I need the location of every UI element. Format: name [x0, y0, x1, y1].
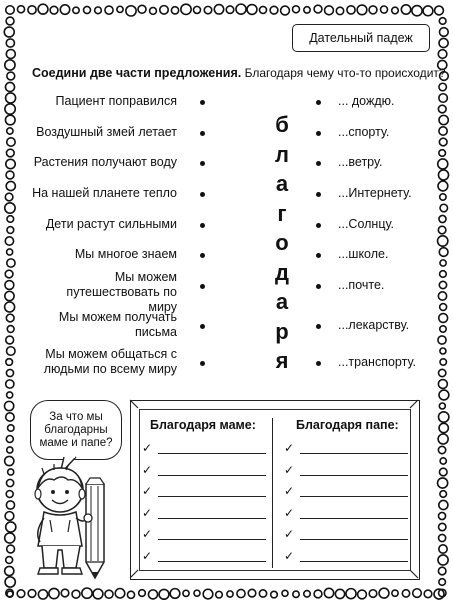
- match-left-item: Мы можем общаться с людьми по всему миру: [43, 347, 177, 376]
- checkmark-icon: ✓: [284, 505, 295, 520]
- answer-line-row[interactable]: [284, 441, 410, 457]
- answer-line-row[interactable]: [284, 505, 410, 522]
- answer-line-row[interactable]: [142, 548, 268, 565]
- vertical-word-letter: о: [275, 230, 289, 255]
- match-right-item: ... дождю.: [338, 94, 395, 108]
- checkmark-icon: ✓: [284, 527, 295, 541]
- answer-line-row[interactable]: [284, 462, 410, 479]
- vertical-word-letter: л: [275, 141, 289, 167]
- answer-underline: [300, 539, 408, 540]
- match-right-item: ...Солнцу.: [338, 217, 394, 231]
- checkmark-icon: ✓: [284, 548, 295, 563]
- match-left-item: На нашей планете тепло: [32, 186, 177, 200]
- answer-underline: [158, 561, 266, 562]
- answer-line-row[interactable]: [284, 484, 410, 500]
- vertical-word-letter: д: [275, 259, 289, 285]
- match-left-item: Мы можем получать письма: [58, 310, 177, 339]
- answer-underline: [300, 518, 408, 519]
- answer-underline: [158, 453, 266, 454]
- match-right-item: ...спорту.: [338, 125, 390, 139]
- answer-underline: [300, 561, 408, 562]
- match-left-item: Дети растут сильными: [45, 217, 177, 231]
- checkmark-icon: ✓: [142, 441, 153, 455]
- checkmark-icon: ✓: [142, 462, 153, 477]
- answer-line-row[interactable]: [142, 505, 268, 522]
- match-right-item: ...почте.: [338, 278, 385, 292]
- answer-line-row[interactable]: [142, 484, 268, 500]
- topic-label: Дательный падеж: [309, 31, 413, 45]
- checkmark-icon: ✓: [284, 462, 295, 477]
- answer-underline: [300, 496, 408, 497]
- card-column-divider: [272, 418, 273, 568]
- match-right-item: ...ветру.: [338, 155, 383, 169]
- match-right-item: ...транспорту.: [338, 355, 416, 369]
- vertical-word-letter: а: [275, 289, 289, 314]
- vertical-word-letter: б: [275, 112, 289, 137]
- match-left-item: Пациент поправился: [55, 94, 177, 108]
- answer-line-row[interactable]: [284, 527, 410, 543]
- vertical-word-letter: я: [275, 348, 289, 373]
- instruction-bold: Соедини две части предложения.: [32, 66, 242, 80]
- checkmark-icon: ✓: [142, 527, 153, 541]
- match-left-item: Растения получают воду: [33, 155, 177, 169]
- vertical-word-letter: г: [277, 200, 287, 226]
- match-right-item: ...лекарству.: [338, 318, 410, 332]
- instruction-rest: Благодаря чему что-то происходит?: [244, 66, 446, 80]
- match-right-item: ...школе.: [338, 247, 389, 261]
- checkmark-icon: ✓: [142, 505, 153, 520]
- match-left-item: Мы многое знаем: [74, 247, 177, 261]
- answer-underline: [158, 475, 266, 476]
- answer-line-row[interactable]: [142, 462, 268, 479]
- answer-underline: [158, 539, 266, 540]
- answer-line-row[interactable]: [142, 527, 268, 543]
- checkmark-icon: ✓: [284, 441, 295, 455]
- answer-underline: [158, 518, 266, 519]
- match-right-item: ...Интернету.: [338, 186, 412, 200]
- checkmark-icon: ✓: [142, 548, 153, 563]
- checkmark-icon: ✓: [142, 484, 153, 498]
- answer-line-row[interactable]: [284, 548, 410, 565]
- match-left-item: Воздушный змей летает: [36, 125, 177, 139]
- answer-underline: [158, 496, 266, 497]
- answer-line-row[interactable]: [142, 441, 268, 457]
- answer-underline: [300, 453, 408, 454]
- vertical-word-letter: р: [275, 318, 289, 344]
- checkmark-icon: ✓: [284, 484, 295, 498]
- match-left-item: Мы можем путешествовать по миру: [66, 270, 177, 314]
- dad-column-title: Благодаря папе:: [296, 418, 399, 432]
- vertical-word-letter: а: [275, 171, 289, 196]
- speech-bubble-text: За что мы благодарны маме и папе?: [39, 410, 113, 449]
- mom-column-title: Благодаря маме:: [150, 418, 256, 432]
- answer-underline: [300, 475, 408, 476]
